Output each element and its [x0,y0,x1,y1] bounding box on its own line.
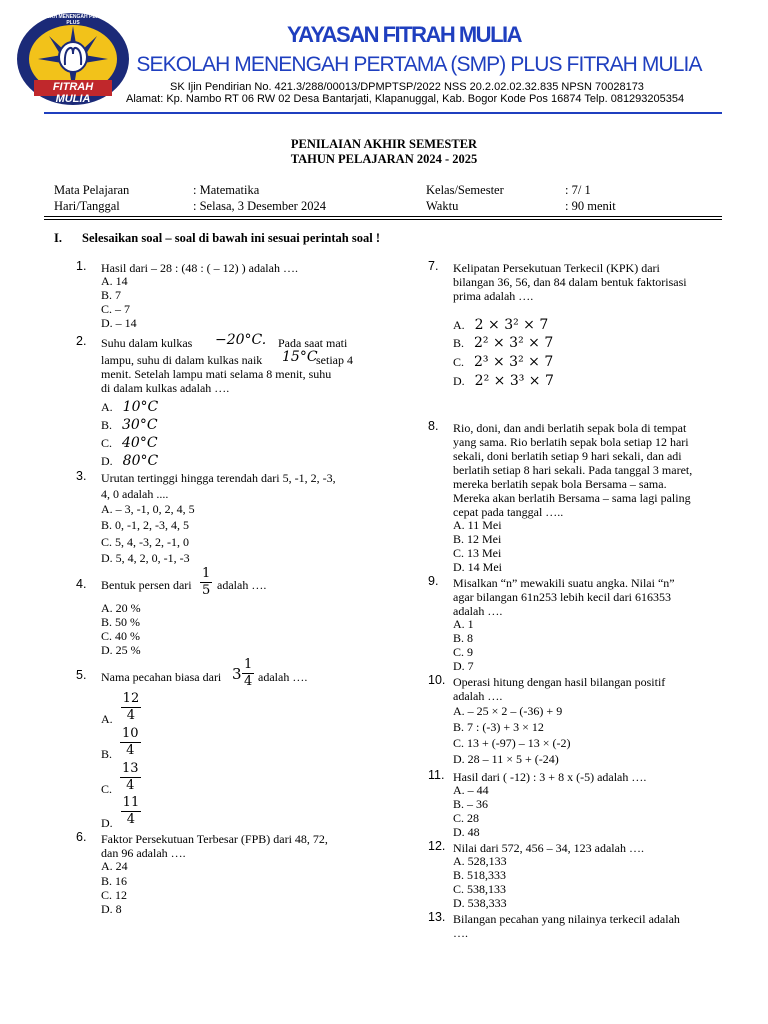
option-c[interactable]: C. 40°C [101,435,158,451]
option-c[interactable]: C. – 7 [101,302,131,316]
option-d[interactable]: D. 28 – 11 × 5 + (-24) [453,752,559,766]
question-text-line2: agar bilangan 61n253 lebih kecil dari 616353 [453,590,671,604]
class-value: : 7/ 1 [565,183,591,197]
question-text-line1: Operasi hitung dengan hasil bilangan positif [453,675,666,689]
option-b[interactable]: B. 16 [101,874,128,888]
logo-banner-text: FITRAH MULIA [52,81,94,105]
question-text-b: adalah …. [217,578,267,592]
option-b[interactable]: B. 7 : (-3) + 3 × 12 [453,720,544,734]
question-7 [428,259,718,399]
option-b[interactable]: B. 30°C [101,417,158,433]
option-b[interactable]: B. 12 Mei [453,532,502,546]
question-number: 8. [428,419,439,433]
question-text: Nilai dari 572, 456 – 34, 123 adalah …. [453,841,644,855]
option-c[interactable]: C. 2³ × 3² × 7 [453,354,554,370]
question-number: 12. [428,839,446,853]
option-fraction: $\frac{12}{4}$ [122,691,140,723]
option-d[interactable]: D. 7 [453,659,474,673]
time-value: : 90 menit [565,199,616,213]
address-line: Alamat: Kp. Nambo RT 06 RW 02 Desa Bantarjati, Klapanuggal, Kab. Bogor Kode Pos 16874 Telp. 081293205354 [126,93,685,105]
option-b[interactable]: $_{B.}$ $\frac{10}{4}$ [101,726,139,762]
question-text-line1: Bilangan pecahan yang nilainya terkecil adalah [453,912,680,926]
question-text-b: adalah …. [258,670,308,684]
option-c[interactable]: C. 5, 4, -3, 2, -1, 0 [101,535,189,549]
exam-title: PENILAIAN AKHIR SEMESTER [290,137,478,151]
option-b[interactable]: B. 0, -1, 2, -3, 4, 5 [101,518,189,532]
question-number: 9. [428,574,439,588]
license-line: SK Ijin Pendirian No. 421.3/288/00013/DPMPTSP/2022 NSS 20.2.02.02.32.835 NPSN 70028173 [170,81,644,93]
option-d[interactable]: D. 2² × 3³ × 7 [453,373,554,389]
info-divider-1 [44,216,722,217]
option-value: 40°C [122,435,158,451]
option-b[interactable]: B. 518,333 [453,868,507,882]
question-text-line1: Urutan tertinggi hingga terendah dari 5, -1, 2, -3, [101,471,336,485]
question-text-line3: sekali, doni berlatih setiap 9 hari sekali, dan adi [453,449,682,463]
option-value: 2² × 3³ × 7 [474,373,554,389]
question-text-line1: Misalkan “n” mewakili suatu angka. Nilai “n” [453,576,675,590]
question-text-a: Nama pecahan biasa dari [101,670,222,684]
option-d[interactable]: $_{D.}$ $\frac{11}{4}$ [101,795,140,831]
info-divider-2 [44,219,722,220]
option-fraction: $\frac{10}{4}$ [122,726,139,758]
question-number: 6. [76,830,87,844]
header-divider [44,112,722,114]
option-value: 80°C [122,453,159,469]
fraction-one-fifth: $\frac{1}{5}$ [202,566,211,598]
option-d[interactable]: D. 5, 4, 2, 0, -1, -3 [101,551,190,565]
option-c[interactable]: C. 40 % [101,629,140,643]
math-temp-initial: −20°C. [215,332,267,348]
question-text-line7: cepat pada tanggal ….. [453,505,564,519]
date-label: Hari/Tanggal [54,199,120,213]
question-text-line2: …. [453,926,468,940]
question-number: 13. [428,910,446,924]
section-instruction: Selesaikan soal – soal di bawah ini sesuai perintah soal ! [82,231,380,245]
option-value: 2 × 3² × 7 [474,317,549,333]
option-a[interactable]: A. 11 Mei [453,518,502,532]
question-5 [76,656,366,831]
school-name: SEKOLAH MENENGAH PERTAMA (SMP) PLUS FITRAH MULIA [136,53,702,76]
question-text-line1: Rio, doni, dan andi berlatih sepak bola di tempat [453,421,687,435]
option-a[interactable]: A. 10°C [101,399,159,415]
question-text-line2b: setiap 4 [316,353,353,367]
question-text-line4: di dalam kulkas adalah …. [101,381,230,395]
question-2 [76,332,366,472]
question-text-line2a: lampu, suhu di dalam kulkas naik [101,353,263,367]
question-text-line1b: Pada saat mati [278,336,348,350]
question-text-line3: menit. Setelah lampu mati selama 8 menit, suhu [101,367,332,381]
question-number: 1. [76,259,87,273]
option-c[interactable]: $_{C.}$ $\frac{13}{4}$ [101,761,139,797]
logo-ring-text: SEKOLAH MENENGAH PERTAMA PLUS [32,14,114,26]
option-b[interactable]: B. 50 % [101,615,140,629]
option-c[interactable]: C. 9 [453,645,474,659]
question-text-line5: mereka berlatih sepak bola Bersama – sama. [453,477,667,491]
question-number: 2. [76,334,87,348]
question-text-line2: dan 96 adalah …. [101,846,186,860]
foundation-name: YAYASAN FITRAH MULIA [286,22,522,47]
option-value: 30°C [122,417,158,433]
question-number: 10. [428,673,446,687]
option-a[interactable]: A. 528,133 [453,854,507,868]
option-value: 2³ × 3² × 7 [474,354,554,370]
option-d[interactable]: D. 14 Mei [453,560,502,574]
question-number: 3. [76,469,87,483]
question-text-line1: Kelipatan Persekutuan Terkecil (KPK) dari [453,261,660,275]
exam-year: TAHUN PELAJARAN 2024 - 2025 [290,152,478,166]
option-a[interactable]: A. – 25 × 2 – (-36) + 9 [453,704,563,718]
option-d[interactable]: D. 8 [101,902,122,916]
question-text-line4: berlatih setiap 8 hari sekali. Pada tanggal 3 maret, [453,463,693,477]
question-number: 11. [428,768,445,782]
option-b[interactable]: B. 7 [101,288,122,302]
question-text-line2: 4, 0 adalah .... [101,487,169,501]
option-c[interactable]: C. 538,133 [453,882,507,896]
option-value: 10°C [122,399,159,415]
option-c[interactable]: C. 13 Mei [453,546,502,560]
option-b[interactable]: B. 2² × 3² × 7 [453,335,554,351]
option-c[interactable]: C. 13 + (-97) – 13 × (-2) [453,736,571,750]
math-temp-increase: 15°C [282,349,318,365]
question-text-line2: yang sama. Rio berlatih sepak bola setiap 12 hari [453,435,689,449]
option-a[interactable]: A. – 44 [453,783,489,797]
option-b[interactable]: B. – 36 [453,797,489,811]
option-b[interactable]: B. 8 [453,631,474,645]
option-a[interactable]: A. – 3, -1, 0, 2, 4, 5 [101,502,195,516]
question-text-line1: Faktor Persekutuan Terbesar (FPB) dari 48, 72, [101,832,328,846]
option-a[interactable]: A. 1 [453,617,474,631]
option-a[interactable]: A. 2 × 3² × 7 [453,317,549,333]
class-label: Kelas/Semester [426,183,504,197]
option-c[interactable]: C. 12 [101,888,128,902]
question-number: 5. [76,668,87,682]
mixed-fraction: $\frac{1}{4}$ [244,657,253,689]
question-number: 4. [76,577,87,591]
option-d[interactable]: D. 25 % [101,643,141,657]
option-d[interactable]: D. – 14 [101,316,137,330]
option-a[interactable]: A. 20 % [101,601,141,615]
question-text: Hasil dari ( -12) : 3 + 8 x (-5) adalah …. [453,770,647,784]
mixed-whole: 3 [232,665,242,683]
option-a[interactable]: A. 24 [101,859,128,873]
option-a[interactable]: A. 14 [101,274,128,288]
date-value: : Selasa, 3 Desember 2024 [193,199,326,213]
time-label: Waktu [426,199,459,213]
option-value: 2² × 3² × 7 [474,335,554,351]
option-fraction: $\frac{11}{4}$ [122,795,140,827]
option-fraction: $\frac{13}{4}$ [122,761,139,793]
subject-value: : Matematika [193,183,260,197]
question-text-line2: adalah …. [453,689,503,703]
subject-label: Mata Pelajaran [54,183,130,197]
question-text: Hasil dari – 28 : (48 : ( – 12) ) adalah …. [101,261,298,275]
question-text-line6: Mereka akan berlatih Bersama – sama lagi paling [453,491,691,505]
question-text-line1a: Suhu dalam kulkas [101,336,193,350]
option-a[interactable]: $_{A.}$ $\frac{12}{4}$ [101,691,140,727]
question-number: 7. [428,259,439,273]
section-number: I. [54,231,62,245]
question-text-line2: bilangan 36, 56, dan 84 dalam bentuk faktorisasi [453,275,687,289]
option-d[interactable]: D. 80°C [101,453,159,469]
option-d[interactable]: D. 48 [453,825,480,839]
question-text-line3: prima adalah …. [453,289,534,303]
question-text-line3: adalah …. [453,604,503,618]
option-c[interactable]: C. 28 [453,811,480,825]
question-text-a: Bentuk persen dari [101,578,192,592]
option-d[interactable]: D. 538,333 [453,896,507,910]
